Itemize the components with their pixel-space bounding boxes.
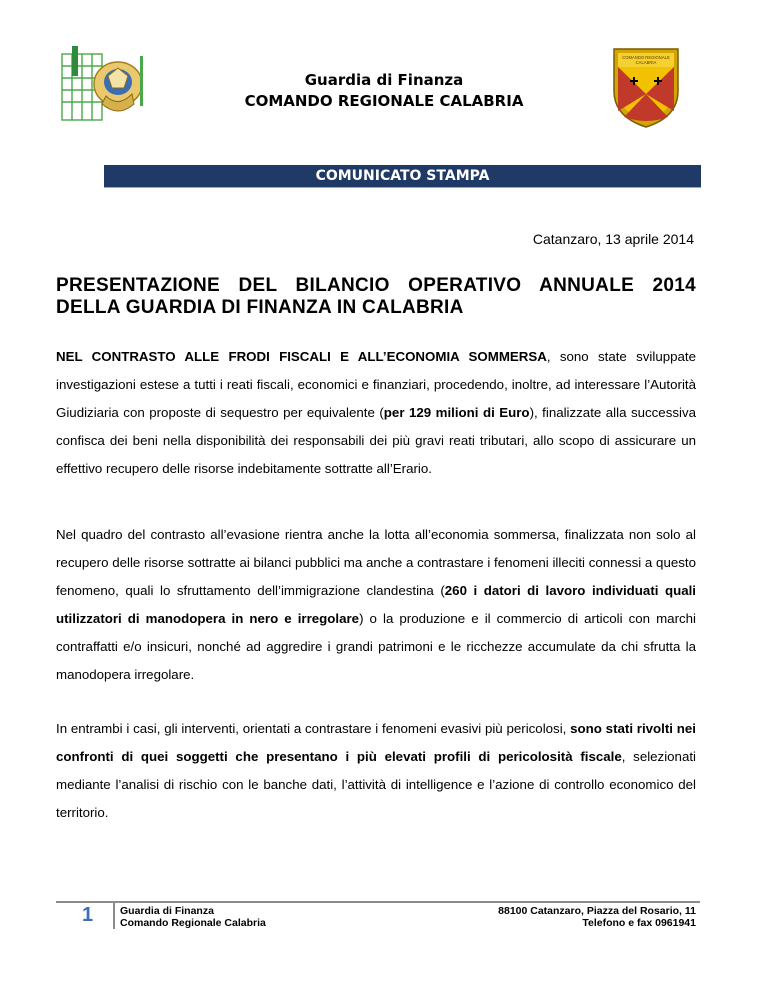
crest-text: COMANDO REGIONALE [622, 55, 670, 60]
paragraph-2 [56, 521, 696, 689]
footer-phone: Telefono e fax 0961941 [582, 917, 696, 929]
command-name: COMANDO REGIONALE CALABRIA [244, 92, 524, 110]
footer-left [120, 905, 266, 929]
paragraph-1-bold-2: per 129 milioni di Euro [383, 405, 530, 420]
svg-text:CALABRIA: CALABRIA [635, 60, 657, 65]
paragraph-2-text-1: Nel quadro del contrasto all’evasione rientra anche la lotta all’economia sommersa, finalizzata non solo al recupero delle risorse sottratte ai bilanci pubblici ma anche a contrastare i fenomeni illeciti connessi a questo fenomeno, quali lo sfruttamento dell’immigrazione clandestina ( [56, 527, 696, 598]
page-number: 1 [82, 904, 94, 926]
paragraph-1-text-2: ), finalizzate alla successiva confisca dei beni nella disponibilità dei responsabili dei più gravi reati tributari, allo scopo di assicurare un effettivo recupero delle risorse indebitamente sottratte all’Erario. [56, 405, 696, 476]
footer-org: Guardia di Finanza [120, 905, 214, 917]
press-release-banner: COMUNICATO STAMPA [104, 165, 701, 187]
paragraph-1-bold-1: NEL CONTRASTO ALLE FRODI FISCALI E ALL’ECONOMIA SOMMERSA [56, 349, 547, 364]
paragraph-3 [56, 715, 696, 827]
footer-right [498, 905, 696, 929]
organization-name: Guardia di Finanza [304, 71, 464, 89]
paragraph-1-text-1: , sono state sviluppate investigazioni estese a tutti i reati fiscali, economici e finanziari, procedendo, inoltre, ad interessare l’Autorità Giudiziaria con proposte di sequestro per equivalente ( [56, 349, 696, 420]
dateline: Catanzaro, 13 aprile 2014 [532, 231, 694, 247]
footer-address: 88100 Catanzaro, Piazza del Rosario, 11 [498, 905, 696, 917]
footer-command: Comando Regionale Calabria [120, 917, 266, 929]
regional-command-crest [612, 47, 680, 129]
paragraph-2-bold-1: 260 i datori di lavoro individuati quali utilizzatori di manodopera in nero e irregolare [56, 583, 696, 626]
paragraph-3-bold-1: sono stati rivolti nei confronti di quei soggetti che presentano i più elevati profili di pericolosità fiscale [56, 721, 696, 764]
footer-divider [56, 901, 700, 903]
paragraph-3-text-2: , selezionati mediante l’analisi di rischio con le banche dati, l’attività di intelligence e l’azione di controllo economico del territorio. [56, 749, 696, 820]
banner-underline [104, 187, 701, 188]
paragraph-1 [56, 343, 696, 483]
paragraph-3-text-1: In entrambi i casi, gli interventi, orientati a contrastare i fenomeni evasivi più pericolosi, [56, 721, 571, 736]
document-title: PRESENTAZIONE DEL BILANCIO OPERATIVO ANNUALE 2014 DELLA GUARDIA DI FINANZA IN CALABRIA [56, 275, 696, 318]
paragraph-2-text-2: ) o la produzione e il commercio di articoli con marchi contraffatti e/o insicuri, nonché ad aggredire i grandi patrimoni e le ricchezze accumulate da chi sfrutta la manodopera irregolare. [56, 611, 697, 682]
footer-vertical-divider [113, 903, 115, 929]
